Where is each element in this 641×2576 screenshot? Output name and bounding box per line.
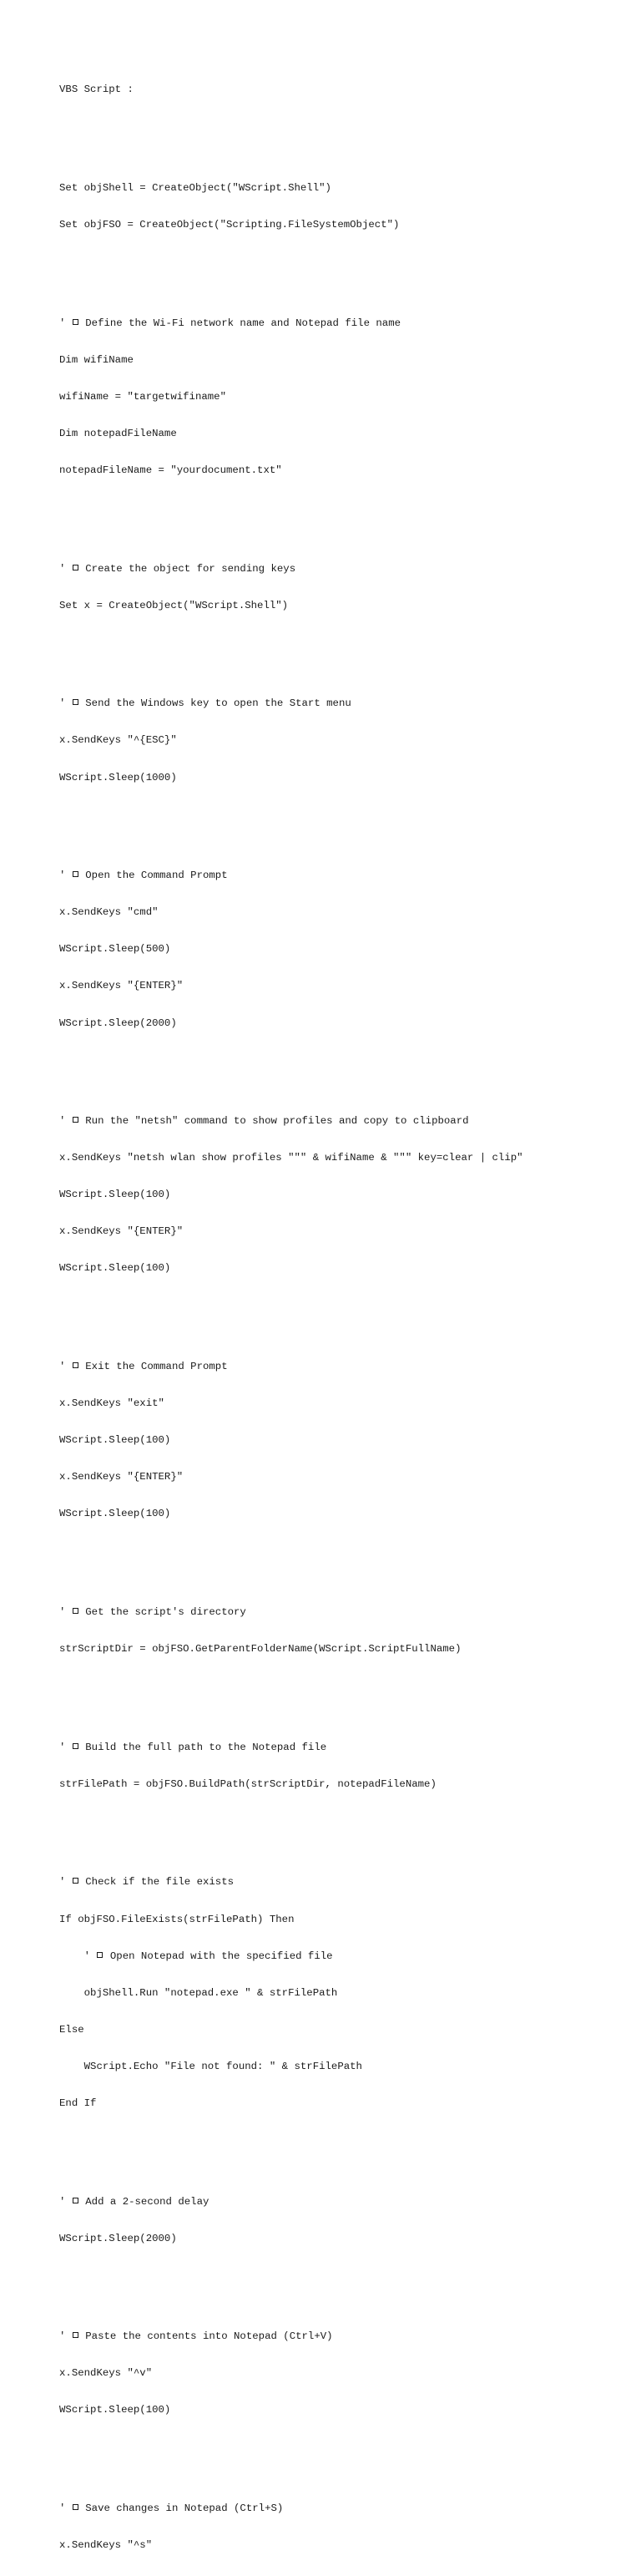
missing-glyph-icon	[73, 699, 78, 705]
code-line: WScript.Sleep(100)	[59, 1262, 171, 1275]
code-line: notepadFileName = "yourdocument.txt"	[59, 464, 282, 477]
code-line: WScript.Sleep(500)	[59, 943, 171, 956]
missing-glyph-icon	[73, 319, 78, 325]
document-page	[59, 59, 641, 2552]
code-line: Set x = CreateObject("WScript.Shell")	[59, 599, 289, 611]
comment-text: Define the Wi-Fi network name and Notepad file name	[85, 317, 401, 329]
code-line: WScript.Sleep(100)	[59, 1508, 171, 1520]
blank-line	[59, 1054, 641, 1067]
code-line: x.SendKeys "cmd"	[59, 906, 159, 919]
blank-line	[59, 256, 641, 268]
missing-glyph-icon	[73, 1362, 78, 1368]
document-heading: VBS Script :	[59, 84, 134, 96]
blank-line	[59, 1815, 641, 1828]
missing-glyph-icon	[73, 565, 78, 570]
code-line: WScript.Sleep(100)	[59, 2404, 171, 2416]
code-line: x.SendKeys "^v"	[59, 2367, 153, 2380]
code-line: WScript.Sleep(1000)	[59, 771, 177, 783]
comment-line: ' Create the object for sending keys	[59, 562, 296, 575]
code-line: WScript.Sleep(100)	[59, 1189, 171, 1201]
blank-line	[59, 1545, 641, 1558]
code-line: WScript.Sleep(2000)	[59, 2232, 177, 2244]
missing-glyph-icon	[73, 1743, 78, 1749]
comment-line: ' Save changes in Notepad (Ctrl+S)	[59, 2502, 284, 2515]
comment-line: ' Build the full path to the Notepad file	[59, 1741, 327, 1753]
comment-line: ' Get the script's directory	[59, 1606, 246, 1619]
comment-text: Save changes in Notepad (Ctrl+S)	[85, 2502, 284, 2515]
code-line: WScript.Sleep(100)	[59, 1434, 171, 1447]
code-line: End If	[59, 2097, 97, 2109]
code-block	[59, 59, 641, 2576]
missing-glyph-icon	[73, 2504, 78, 2510]
comment-text: Check if the file exists	[85, 1876, 235, 1889]
comment-text: Get the script's directory	[85, 1606, 246, 1619]
blank-line	[59, 1300, 641, 1312]
code-line: If objFSO.FileExists(strFilePath) Then	[59, 1913, 295, 1925]
code-line: Else	[59, 2023, 84, 2036]
comment-text: Build the full path to the Notepad file	[85, 1741, 327, 1753]
code-line: strScriptDir = objFSO.GetParentFolderName(WScript.ScriptFullName)	[59, 1643, 462, 1656]
code-line: x.SendKeys "{ENTER}"	[59, 1225, 184, 1238]
missing-glyph-icon	[73, 2198, 78, 2203]
blank-line	[59, 2269, 641, 2282]
missing-glyph-icon	[73, 2332, 78, 2338]
blank-line	[59, 2134, 641, 2147]
comment-line: ' Add a 2-second delay	[59, 2195, 209, 2208]
code-line: x.SendKeys "netsh wlan show profiles """ & wifiName & """ key=clear | clip"	[59, 1152, 523, 1164]
comment-text: Paste the contents into Notepad (Ctrl+V)	[85, 2330, 333, 2343]
code-line: WScript.Echo "File not found: " & strFilePath	[59, 2060, 362, 2072]
comment-line: ' Open Notepad with the specified file	[59, 1950, 333, 1962]
comment-line: ' Exit the Command Prompt	[59, 1361, 228, 1373]
code-line: x.SendKeys "{ENTER}"	[59, 1471, 184, 1483]
missing-glyph-icon	[73, 871, 78, 877]
missing-glyph-icon	[73, 1608, 78, 1614]
blank-line	[59, 2442, 641, 2454]
comment-text: Add a 2-second delay	[85, 2195, 209, 2208]
blank-line	[59, 636, 641, 649]
blank-line	[59, 809, 641, 821]
comment-text: Send the Windows key to open the Start menu	[85, 697, 351, 710]
comment-text: Open Notepad with the specified file	[109, 1950, 333, 1962]
comment-line: ' Open the Command Prompt	[59, 870, 228, 882]
comment-line: ' Paste the contents into Notepad (Ctrl+V)	[59, 2330, 333, 2343]
blank-line	[59, 1680, 641, 1692]
comment-line: ' Run the "netsh" command to show profiles and copy to clipboard	[59, 1115, 469, 1128]
missing-glyph-icon	[97, 1952, 103, 1958]
missing-glyph-icon	[73, 1878, 78, 1884]
code-line: wifiName = "targetwifiname"	[59, 390, 227, 403]
code-line: x.SendKeys "{ENTER}"	[59, 980, 184, 992]
code-line: Set objFSO = CreateObject("Scripting.FileSystemObject")	[59, 219, 400, 231]
code-line: Dim wifiName	[59, 353, 134, 366]
comment-line: ' Define the Wi-Fi network name and Notepad file name	[59, 317, 401, 329]
code-line: Dim notepadFileName	[59, 427, 177, 439]
code-line: Set objShell = CreateObject("WScript.Shell")	[59, 182, 331, 194]
comment-line: ' Check if the file exists	[59, 1876, 235, 1889]
code-line: x.SendKeys "exit"	[59, 1397, 164, 1410]
comment-text: Open the Command Prompt	[85, 870, 228, 882]
comment-text: Create the object for sending keys	[85, 562, 296, 575]
code-line: x.SendKeys "^{ESC}"	[59, 734, 177, 747]
code-line: strFilePath = objFSO.BuildPath(strScriptDir, notepadFileName)	[59, 1777, 437, 1790]
comment-text: Run the "netsh" command to show profiles and copy to clipboard	[85, 1115, 469, 1128]
missing-glyph-icon	[73, 1117, 78, 1123]
comment-text: Exit the Command Prompt	[85, 1361, 228, 1373]
blank-line	[59, 121, 641, 134]
code-line: objShell.Run "notepad.exe " & strFilePath	[59, 1986, 338, 1999]
comment-line: ' Send the Windows key to open the Start menu	[59, 697, 351, 710]
blank-line	[59, 501, 641, 514]
code-line: x.SendKeys "^s"	[59, 2539, 153, 2552]
code-line: WScript.Sleep(2000)	[59, 1017, 177, 1029]
